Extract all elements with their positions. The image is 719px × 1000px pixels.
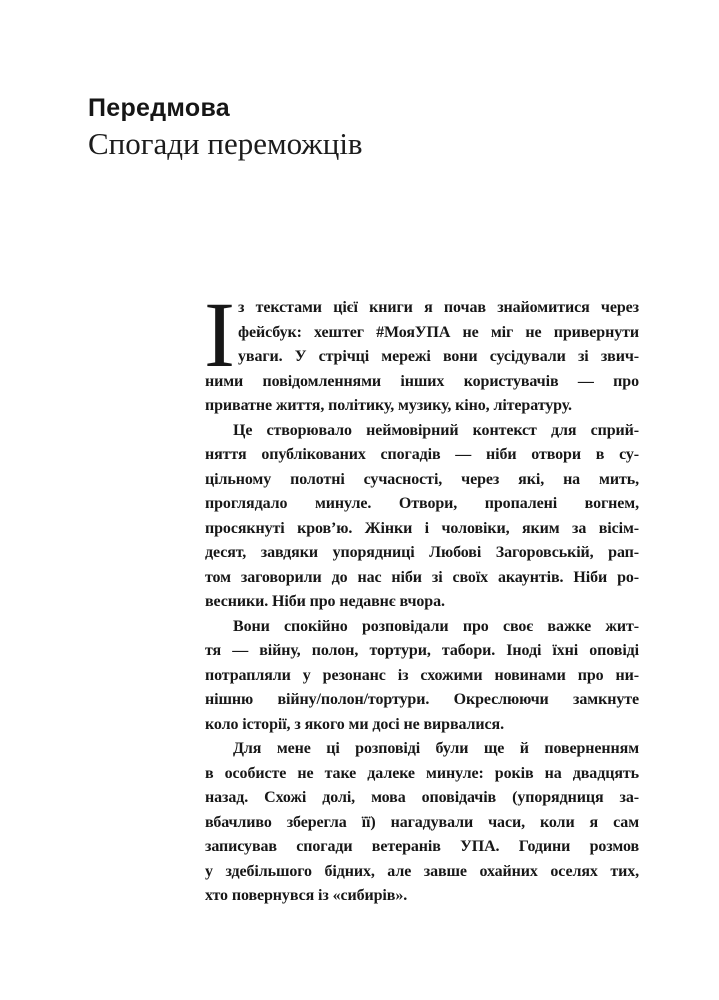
text-line: у здебільшого бідних, але завше охайних оселях тих,	[205, 862, 639, 880]
text-line: няття опублікованих спогадів — ніби отвори в су-	[205, 446, 639, 463]
body-text-column	[204, 284, 639, 909]
drop-cap-letter: І	[204, 284, 235, 387]
paragraph	[205, 737, 639, 909]
text-line: Це створювало неймовірний контекст для сприй-	[233, 421, 639, 439]
chapter-title: Спогади переможців	[88, 126, 363, 161]
text-line: Вони спокійно розповідали про своє важке жит-	[233, 617, 639, 635]
text-line: том заговорили до нас ніби зі своїх акаунтів. Ніби ро-	[205, 568, 639, 586]
text-line: назад. Схожі долі, мова оповідачів (упорядниця за-	[205, 789, 639, 806]
text-line: десят, завдяки упорядниці Любові Загоровській, рап-	[205, 544, 639, 561]
text-line: цільному полотні сучасності, через які, на мить,	[205, 470, 639, 488]
text-line: просякнуті кров’ю. Жінки і чоловіки, яким за вісім-	[205, 519, 639, 537]
paragraph	[205, 419, 639, 615]
text-line: потрапляли у резонанс із схожими новинами про ни-	[205, 666, 639, 684]
text-line: нішню війну/полон/тортури. Окреслюючи замкнуте	[205, 691, 639, 708]
text-line: вбачливо зберегла її) нагадували часи, коли я сам	[205, 813, 639, 831]
text-line: коло історії, з якого ми досі не вирвалися.	[205, 715, 504, 733]
text-line: записував спогади ветеранів УПА. Години розмов	[205, 838, 639, 855]
paragraph	[205, 296, 639, 419]
text-line: ними повідомленнями інших користувачів — про	[205, 372, 639, 390]
text-line: хто повернувся із «сибирів».	[205, 887, 408, 904]
paragraph	[205, 615, 639, 738]
text-line: уваги. У стрічці мережі вони сусідували зі звич-	[238, 348, 639, 365]
text-line: тя — війну, полон, тортури, табори. Іноді їхні оповіді	[205, 642, 639, 659]
text-line: проглядало минуле. Отвори, пропалені вогнем,	[205, 495, 639, 512]
chapter-header	[88, 96, 363, 159]
text-line: приватне життя, політику, музику, кіно, літературу.	[205, 397, 572, 414]
paragraphs-container	[205, 296, 639, 909]
text-line: в особисте не таке далеке минуле: років на двадцять	[205, 764, 639, 782]
text-line: весники. Ніби про недавнє вчора.	[205, 593, 445, 610]
text-line: з текстами цієї книги я почав знайомитися через	[238, 299, 639, 316]
chapter-kicker: Передмова	[88, 94, 230, 122]
text-line: фейсбук: хештег #МояУПА не міг не привернути	[238, 323, 639, 341]
text-line: Для мене ці розповіді були ще й поверненням	[233, 740, 639, 757]
